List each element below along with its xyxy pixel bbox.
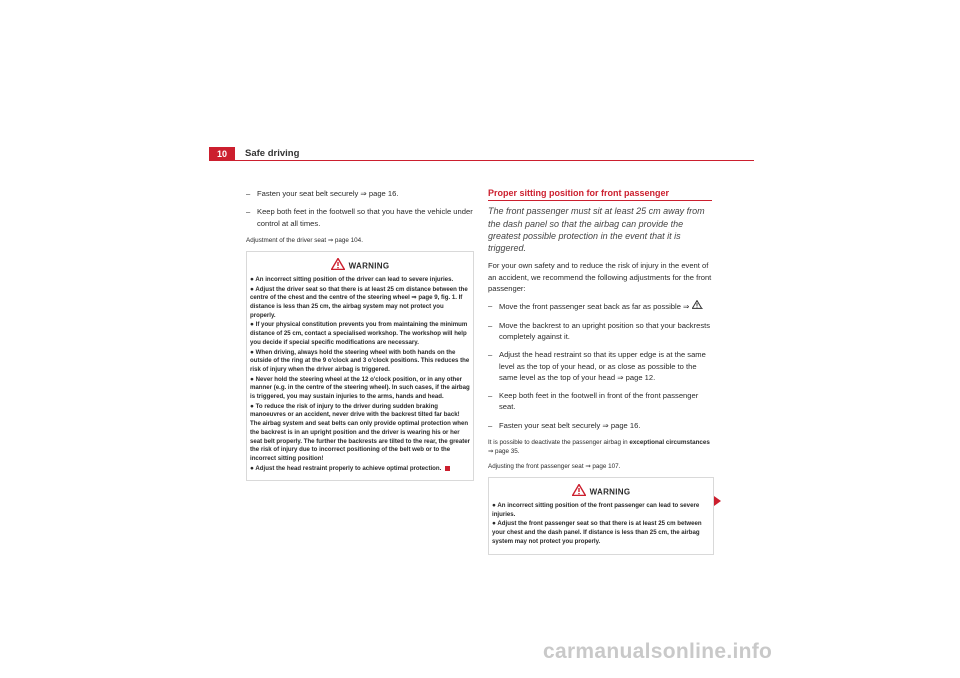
warning-bullet: ● To reduce the risk of injury to the driver during sudden braking manoeuvres or an accident, never drive with the backrest tilted far back! The airbag system and seat belts can only provide optimal protection when the backrest is in an upright position and the driver is wearing his or her seat belt properly. The further the backrests are tilted to the rear, the greater the risk of injury due to incorrect positioning of the belt web or to the incorrect sitting position! [250,402,471,462]
list-item-text: Adjust the head restraint so that its upper edge is at the same level as the top of your head, or as close as possible to the same level as the top of your head ⇒ page 12. [499,350,706,382]
warning-bullet: ● When driving, always hold the steering wheel with both hands on the outside of the ring at the 9 o'clock and 3 o'clock positions. This reduces the risk of injury when the driver airbag is triggered. [250,348,470,373]
warning-box [246,251,474,481]
warning-triangle-icon [331,258,345,275]
right-column [488,188,714,555]
warning-bullet: ● If your physical constitution prevents you from maintaining the minimum distance of 25 cm, contact a specialised workshop. The workshop will help you decide if special specific modifications are necessary. [250,321,468,346]
list-item [246,188,474,199]
list-item: – Move the backrest to an upright position so that your backrests completely against it. [488,320,711,341]
header-title: Safe driving [245,148,300,159]
section-rule [488,200,712,201]
warning-label: WARNING [348,261,390,271]
list-item: – Adjust the head restraint so that its upper edge is at the same level as the top of your head, or as close as possible to the same level as the top of your head ⇒ page 12. [488,350,706,382]
page-number: 10 [209,147,235,161]
list-item-text: Keep both feet in the footwell in front of the front passenger seat. [499,391,699,412]
list-item [246,206,474,229]
warning-bullet: ● An incorrect sitting position of the driver can lead to severe injuries. [250,275,454,283]
warning-bullet: ● Adjust the front passenger seat so that there is at least 25 cm between your chest and the dash panel. If distance is less than 25 cm, the airbag system may not protect you properly. [492,520,702,545]
end-of-section-icon [445,466,450,471]
continue-arrow-icon [714,496,721,506]
list-item-text: Fasten your seat belt securely ⇒ page 16. [499,420,641,430]
warning-triangle-icon [692,302,702,311]
warning-heading [492,484,710,498]
list-item: – Move the front passenger seat back as far as possible ⇒ . [488,301,704,312]
section-title: Proper sitting position for front passenger [488,188,670,198]
section-subtitle: The front passenger must sit at least 25 cm away from the dash panel so that the airbag can provide the greatest possible protection in the event that it is triggered. [488,206,705,254]
warning-bullet: ● An incorrect sitting position of the front passenger can lead to severe injuries. [492,502,700,518]
list-item: – Keep both feet in the footwell in front of the front passenger seat. [488,391,699,412]
list-dash: – [246,189,251,198]
list-item-text: Fasten your seat belt securely ⇒ page 16. [257,189,399,198]
warning-triangle-icon [572,484,586,501]
list-item: – Fasten your seat belt securely ⇒ page 16. [488,420,641,430]
warning-label: WARNING [589,487,631,497]
cross-reference-note: Adjustment of the driver seat ⇒ page 104. [246,236,363,244]
cross-reference-note: Adjusting the front passenger seat ⇒ page 107. [488,463,621,471]
list-item-text: Move the front passenger seat back as far as possible ⇒ [499,302,690,312]
warning-bullet: ● Adjust the head restraint properly to achieve optimal protection. [250,465,470,474]
intro-paragraph: For your own safety and to reduce the risk of injury in the event of an accident, we recommend the following adjustments for the front passenger: [488,261,712,294]
list-item-text: Keep both feet in the footwell so that you have the vehicle under control at all times. [257,207,473,228]
list-item-text: Move the backrest to an upright position so that your backrests completely against it. [499,320,711,341]
airbag-deactivation-note: It is possible to deactivate the passenger airbag in exceptional circumstances ⇒ page 35. [488,439,710,456]
header-rule [235,160,754,161]
list-dash: – [246,207,251,217]
warning-box [488,477,714,555]
warning-bullet: ● Adjust the driver seat so that there is at least 25 cm distance between the centre of the chest and the centre of the steering wheel ⇒ page 9, fig. 1. If distance is less than 25 cm, the airbag system may not protect you properly. [250,285,468,319]
watermark: carmanualsonline.info [543,640,773,663]
warning-bullet: ● Never hold the steering wheel at the 12 o'clock position, or in any other manner (e.g. in the centre of the steering wheel). In such cases, if the airbag is triggered, you may sustain injuries to the arms, hands and head. [250,375,470,401]
left-column [246,188,474,481]
warning-heading [250,258,470,272]
